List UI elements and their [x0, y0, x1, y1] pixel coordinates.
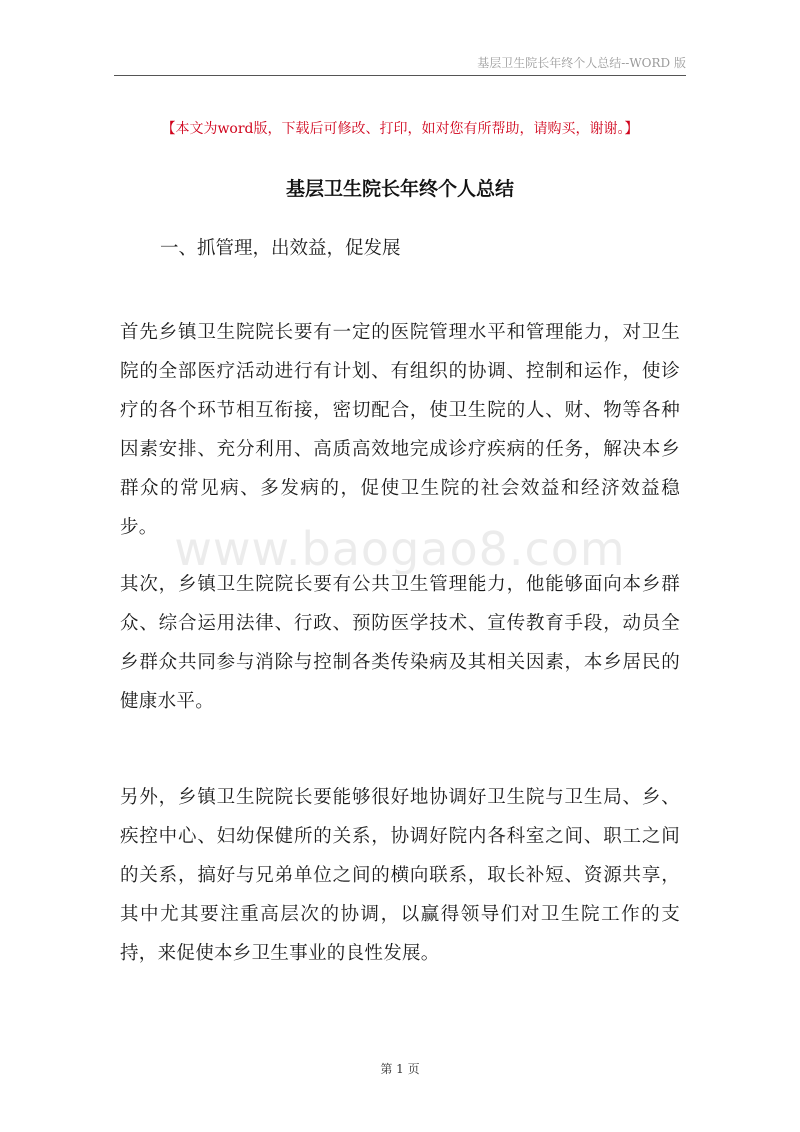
page-number: 第 1 页 — [380, 1062, 420, 1076]
header-rule — [114, 75, 686, 76]
watermark: www.baogao8.com — [174, 522, 626, 576]
paragraph-1: 首先乡镇卫生院院长要有一定的医院管理水平和管理能力，对卫生院的全部医疗活动进行有计划、有组织的协调、控制和运作，使诊疗的各个环节相互衔接，密切配合，使卫生院的人、财、物等各种因素安排、充分利用、高质高效地完成诊疗疾病的任务，解决本乡群众的常见病、多发病的，促使卫生院的社会效益和经济效益稳步。 — [120, 322, 680, 538]
document-title: 基层卫生院长年终个人总结 — [285, 178, 514, 200]
running-title: 基层卫生院长年终个人总结--WORD 版 — [477, 56, 686, 70]
paragraph-3: 另外，乡镇卫生院院长要能够很好地协调好卫生院与卫生局、乡、疾控中心、妇幼保健所的关系，协调好院内各科室之间、职工之间的关系，搞好与兄弟单位之间的横向联系，取长补短、资源共享，其中尤其要注重高层次的协调，以赢得领导们对卫生院工作的支持，来促使本乡卫生事业的良性发展。 — [120, 787, 680, 964]
paragraph-2: 其次，乡镇卫生院院长要有公共卫生管理能力，他能够面向本乡群众、综合运用法律、行政、预防医学技术、宣传教育手段，动员全乡群众共同参与消除与控制各类传染病及其相关因素，本乡居民的健康水平。 — [120, 574, 680, 712]
section-heading: 一、抓管理，出效益，促发展 — [160, 238, 401, 259]
page-header — [114, 52, 686, 76]
download-notice: 【本文为word版，下载后可修改、打印，如对您有所帮助，请购买，谢谢。】 — [161, 121, 639, 137]
